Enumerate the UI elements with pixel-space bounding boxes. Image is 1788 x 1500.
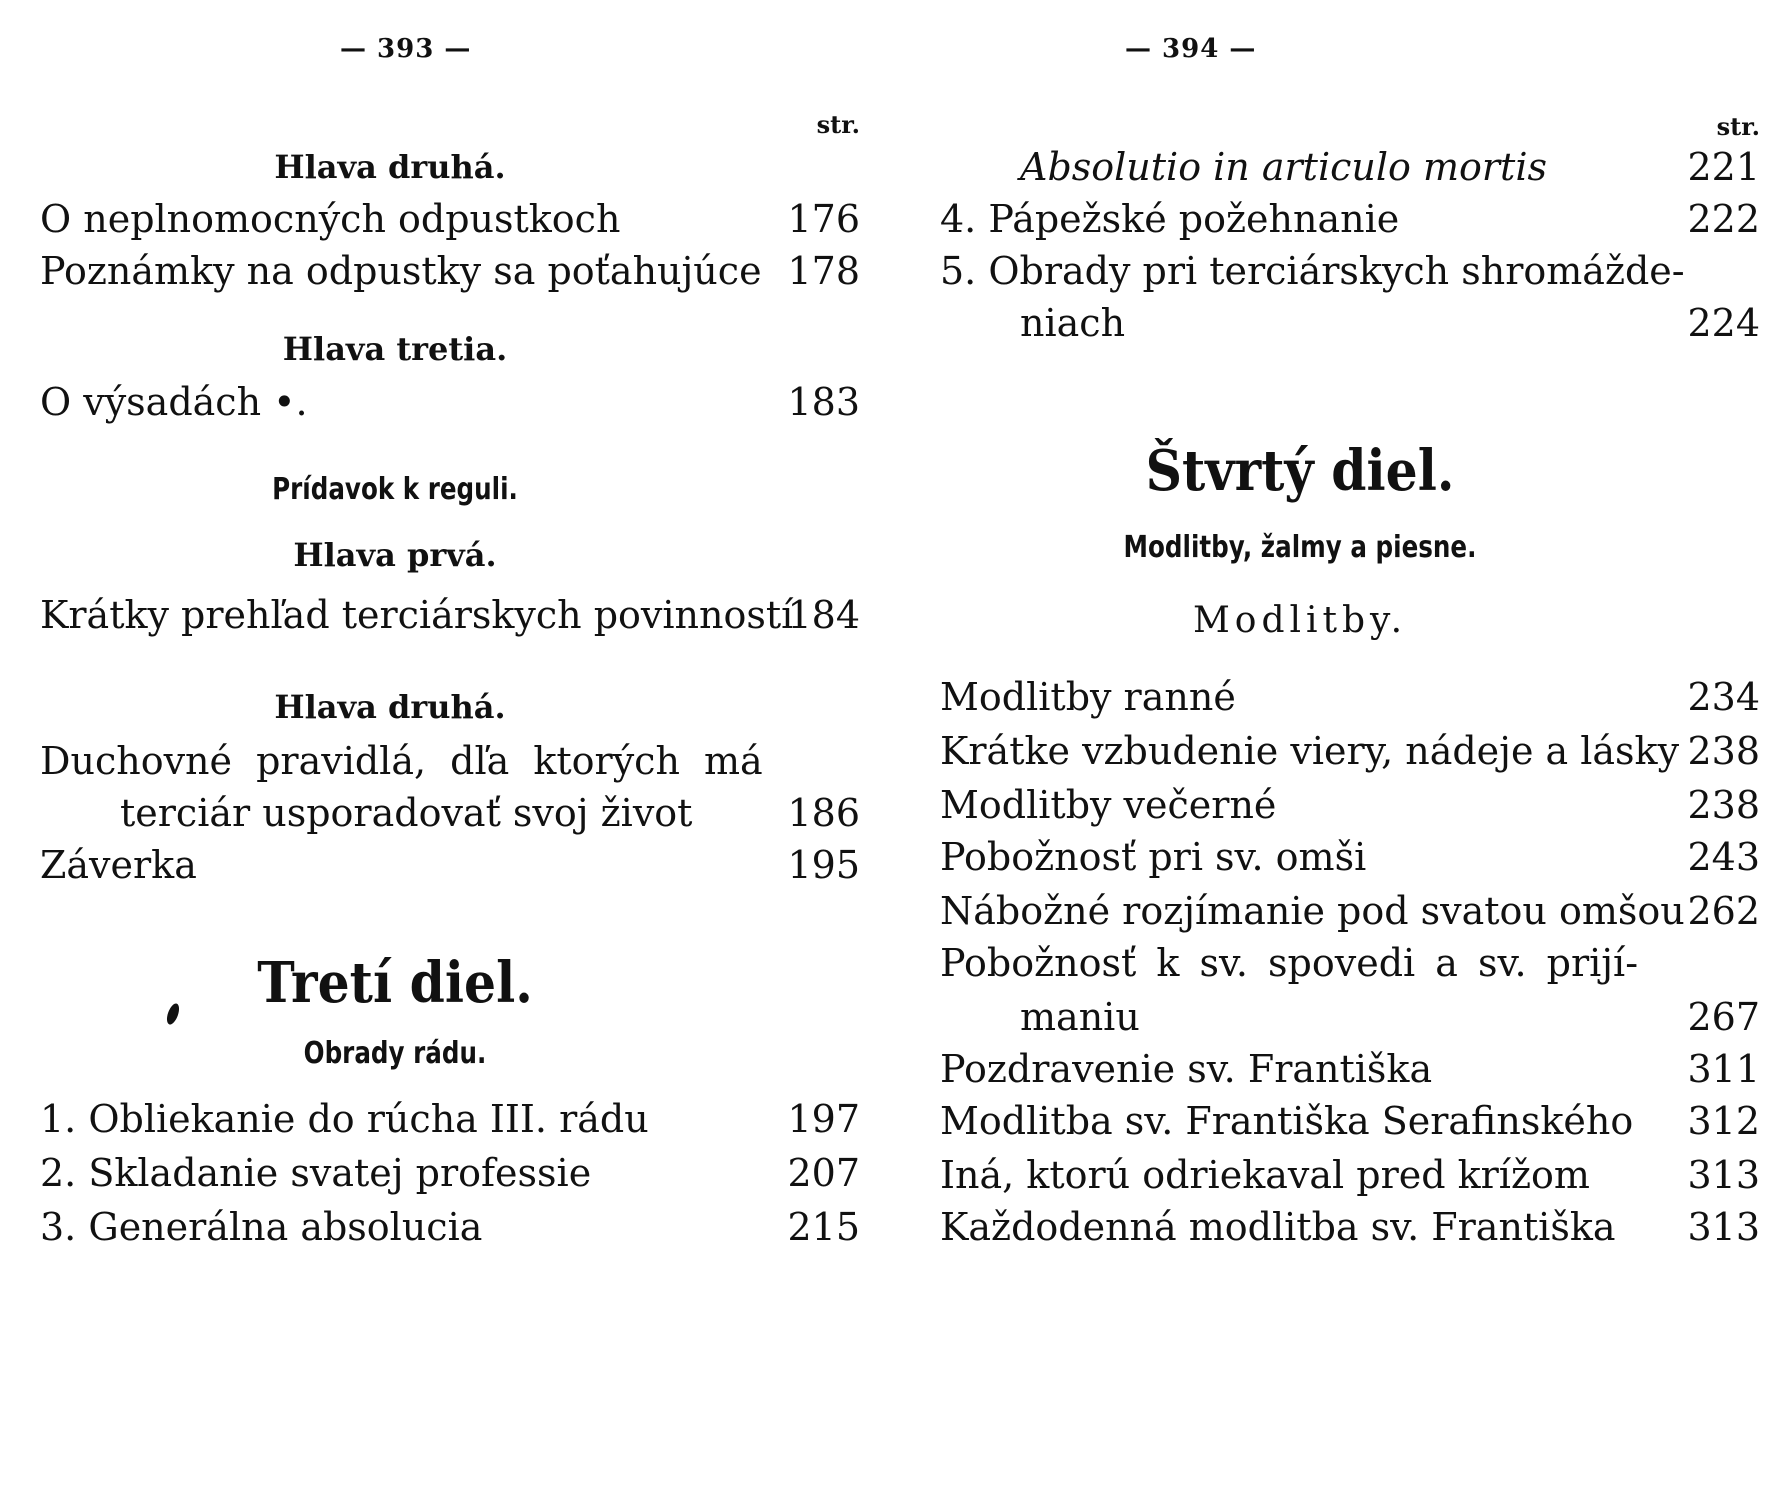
toc-entry-page: 195 bbox=[787, 843, 860, 887]
toc-entry-page: 222 bbox=[1687, 197, 1760, 241]
part-title: Tretí diel. bbox=[257, 950, 533, 1016]
toc-entry-title: O neplnomocných odpustkoch bbox=[40, 197, 621, 241]
toc-entry-page: 186 bbox=[787, 791, 860, 835]
str-label: str. bbox=[1716, 112, 1760, 141]
toc-entry-page: 238 bbox=[1687, 783, 1760, 827]
toc-entry-title: Pobožnosť pri sv. omši bbox=[940, 835, 1367, 879]
toc-entry-title: 5. Obrady pri terciárskych shromážde- bbox=[940, 249, 1685, 293]
section-heading: Hlava druhá. bbox=[274, 688, 506, 726]
toc-entry-title: Modlitby večerné bbox=[940, 783, 1277, 827]
toc-entry-title: Iná, ktorú odriekaval pred krížom bbox=[940, 1153, 1590, 1197]
toc-entry-page: 183 bbox=[787, 380, 860, 424]
toc-entry-page: 267 bbox=[1687, 995, 1760, 1039]
toc-entry-title-continued: niach bbox=[1020, 301, 1126, 345]
toc-entry-page: 176 bbox=[787, 197, 860, 241]
toc-entry-title-continued: terciár usporadovať svoj život bbox=[120, 791, 693, 835]
toc-entry-title: Modlitby ranné bbox=[940, 675, 1236, 719]
toc-entry-page: 312 bbox=[1687, 1099, 1760, 1143]
section-heading: Modlitby. bbox=[1192, 600, 1408, 641]
toc-entry-page: 238 bbox=[1687, 729, 1760, 773]
toc-entry-title: Krátke vzbudenie viery, nádeje a lásky bbox=[940, 729, 1680, 773]
toc-entry-page: 243 bbox=[1687, 835, 1760, 879]
toc-entry-page: 215 bbox=[787, 1205, 860, 1249]
toc-entry-page: 224 bbox=[1687, 301, 1760, 345]
right-page bbox=[940, 0, 1760, 1500]
str-label: str. bbox=[816, 110, 860, 139]
toc-entry-title: Pobožnosť k sv. spovedi a sv. prijí- bbox=[940, 941, 1639, 985]
toc-entry-page: 311 bbox=[1687, 1047, 1760, 1091]
toc-entry-title: Poznámky na odpustky sa poťahujúce bbox=[40, 249, 762, 293]
toc-entry-page: 234 bbox=[1687, 675, 1760, 719]
section-heading: Hlava druhá. bbox=[274, 148, 506, 186]
toc-entry-page: 184 bbox=[787, 593, 860, 637]
toc-entry-title: 1. Obliekanie do rúcha III. rádu bbox=[40, 1097, 649, 1141]
page-number: — 393 — bbox=[340, 34, 472, 64]
toc-entry-title: Modlitba sv. Františka Serafinského bbox=[940, 1099, 1634, 1143]
section-heading: Hlava prvá. bbox=[293, 536, 497, 574]
section-heading: Hlava tretia. bbox=[282, 330, 508, 368]
part-subtitle: Obrady rádu. bbox=[303, 1036, 487, 1071]
toc-entry-title: Nábožné rozjímanie pod svatou omšou bbox=[940, 889, 1685, 933]
toc-entry-title: Záverka bbox=[40, 843, 197, 887]
toc-entry-title: 3. Generálna absolucia bbox=[40, 1205, 483, 1249]
left-page bbox=[40, 0, 860, 1500]
part-subtitle: Modlitby, žalmy a piesne. bbox=[1123, 530, 1477, 565]
toc-entry-page: 313 bbox=[1687, 1153, 1760, 1197]
toc-entry-title-continued: maniu bbox=[1020, 995, 1140, 1039]
toc-entry-title: 2. Skladanie svatej professie bbox=[40, 1151, 592, 1195]
toc-entry-title: O výsadách •. bbox=[40, 380, 308, 424]
toc-entry-page: 262 bbox=[1687, 889, 1760, 933]
toc-entry-title: Krátky prehľad terciárskych povinností bbox=[40, 593, 794, 637]
toc-entry-title: Pozdravenie sv. Františka bbox=[940, 1047, 1433, 1091]
toc-entry-title: Absolutio in articulo mortis bbox=[1020, 145, 1547, 189]
addendum-heading: Prídavok k reguli. bbox=[272, 472, 518, 507]
part-title: Štvrtý diel. bbox=[1145, 438, 1455, 504]
toc-entry-page: 207 bbox=[787, 1151, 860, 1195]
toc-entry-page: 221 bbox=[1687, 145, 1760, 189]
toc-entry-page: 197 bbox=[787, 1097, 860, 1141]
toc-entry-page: 313 bbox=[1687, 1205, 1760, 1249]
toc-entry-page: 178 bbox=[787, 249, 860, 293]
toc-entry-title: 4. Pápežské požehnanie bbox=[940, 197, 1400, 241]
toc-entry-title: Každodenná modlitba sv. Františka bbox=[940, 1205, 1616, 1249]
page-number: — 394 — bbox=[1125, 34, 1257, 64]
toc-entry-title: Duchovné pravidlá, dľa ktorých má bbox=[40, 739, 763, 783]
